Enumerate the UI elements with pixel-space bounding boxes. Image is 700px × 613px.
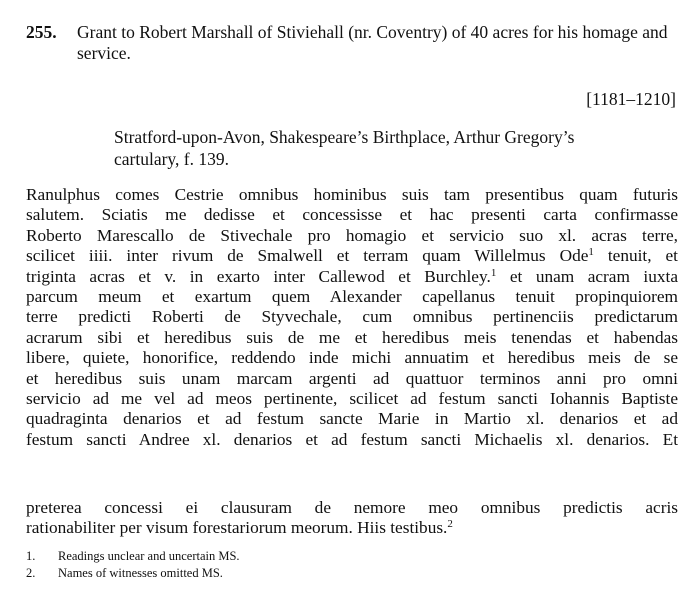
- line-text: salutem. Sciatis me dedisse et concessisse et hac presenti carta confirmasse: [26, 205, 678, 225]
- entry-source: Stratford-upon-Avon, Shakespeare’s Birthplace, Arthur Gregory’s cartulary, f. 139.: [114, 127, 575, 169]
- text-line: [26, 348, 678, 368]
- footnote-number: 1.: [26, 549, 36, 563]
- footnote-2: [26, 565, 240, 582]
- line-text: acrarum sibi et heredibus suis de me et heredibus meis tenendas et habendas: [26, 327, 678, 347]
- footnote-1: [26, 548, 240, 565]
- text-line: [26, 287, 678, 307]
- text-line: [26, 307, 678, 327]
- entry-date: [1181–1210]: [586, 89, 676, 109]
- line-text: Roberto Marescallo de Stivechale pro homagio et servicio suo xl. acras terre,: [26, 225, 678, 245]
- line-text: terre predicti Roberti de Styvechale, cum omnibus pertinenciis predictarum: [26, 307, 678, 327]
- charter-text: [26, 185, 678, 450]
- line-text-after: et unam acram iuxta: [496, 266, 678, 286]
- text-line: [26, 185, 678, 205]
- line-text: rationabiliter per visum forestariorum meorum. Hiis testibus.: [26, 518, 448, 538]
- line-text: preterea concessi ei clausuram de nemore meo omnibus predictis acris: [26, 498, 678, 517]
- text-line: [26, 430, 678, 450]
- line-text: festum sancti Andree xl. denarios et ad festum sancti Michaelis xl. denarios. Et: [26, 429, 678, 449]
- footnotes: [26, 548, 240, 582]
- footnote-text: Names of witnesses omitted MS.: [58, 566, 223, 580]
- footnote-marker: 1: [588, 246, 594, 259]
- text-line: [26, 246, 678, 266]
- line-text: Ranulphus comes Cestrie omnibus hominibus suis tam presentibus quam futuris: [26, 185, 678, 204]
- footnote-marker: 1: [490, 266, 497, 279]
- line-text: triginta acras et v. in exarto inter Callewod et Burchley.: [26, 266, 491, 286]
- line-text: parcum meum et exartum quem Alexander capellanus tenuit propinquiorem: [26, 287, 678, 307]
- text-line: [26, 498, 678, 518]
- text-line: [26, 267, 678, 287]
- line-text: et heredibus suis unam marcam argenti ad quattuor terminos anni pro omni: [26, 368, 678, 388]
- line-text: scilicet iiii. inter rivum de Smalwell et terram quam Willelmus Ode: [26, 246, 589, 266]
- line-text: quadraginta denarios et ad festum sancte Marie in Martio xl. denarios et ad: [26, 409, 678, 429]
- text-line: [26, 389, 678, 409]
- text-line: [26, 328, 678, 348]
- footnote-marker: 2: [447, 518, 453, 531]
- charter-text-continued: [26, 498, 678, 539]
- text-line: [26, 409, 678, 429]
- entry-number: 255.: [26, 22, 57, 42]
- entry-title: Grant to Robert Marshall of Stiviehall (nr. Coventry) of 40 acres for his homage and service.: [77, 22, 668, 63]
- line-text: servicio ad me vel ad meos pertinente, scilicet ad festum sancti Iohannis Baptiste: [26, 389, 678, 409]
- footnote-number: 2.: [26, 566, 36, 580]
- footnote-text: Readings unclear and uncertain MS.: [58, 549, 240, 563]
- line-text: libere, quiete, honorifice, reddendo inde michi annuatim et heredibus meis de se: [26, 348, 678, 368]
- line-text-after: tenuit, et: [593, 246, 678, 266]
- text-line: [26, 226, 678, 246]
- text-line: [26, 518, 678, 538]
- text-line: [26, 369, 678, 389]
- text-line: [26, 205, 678, 225]
